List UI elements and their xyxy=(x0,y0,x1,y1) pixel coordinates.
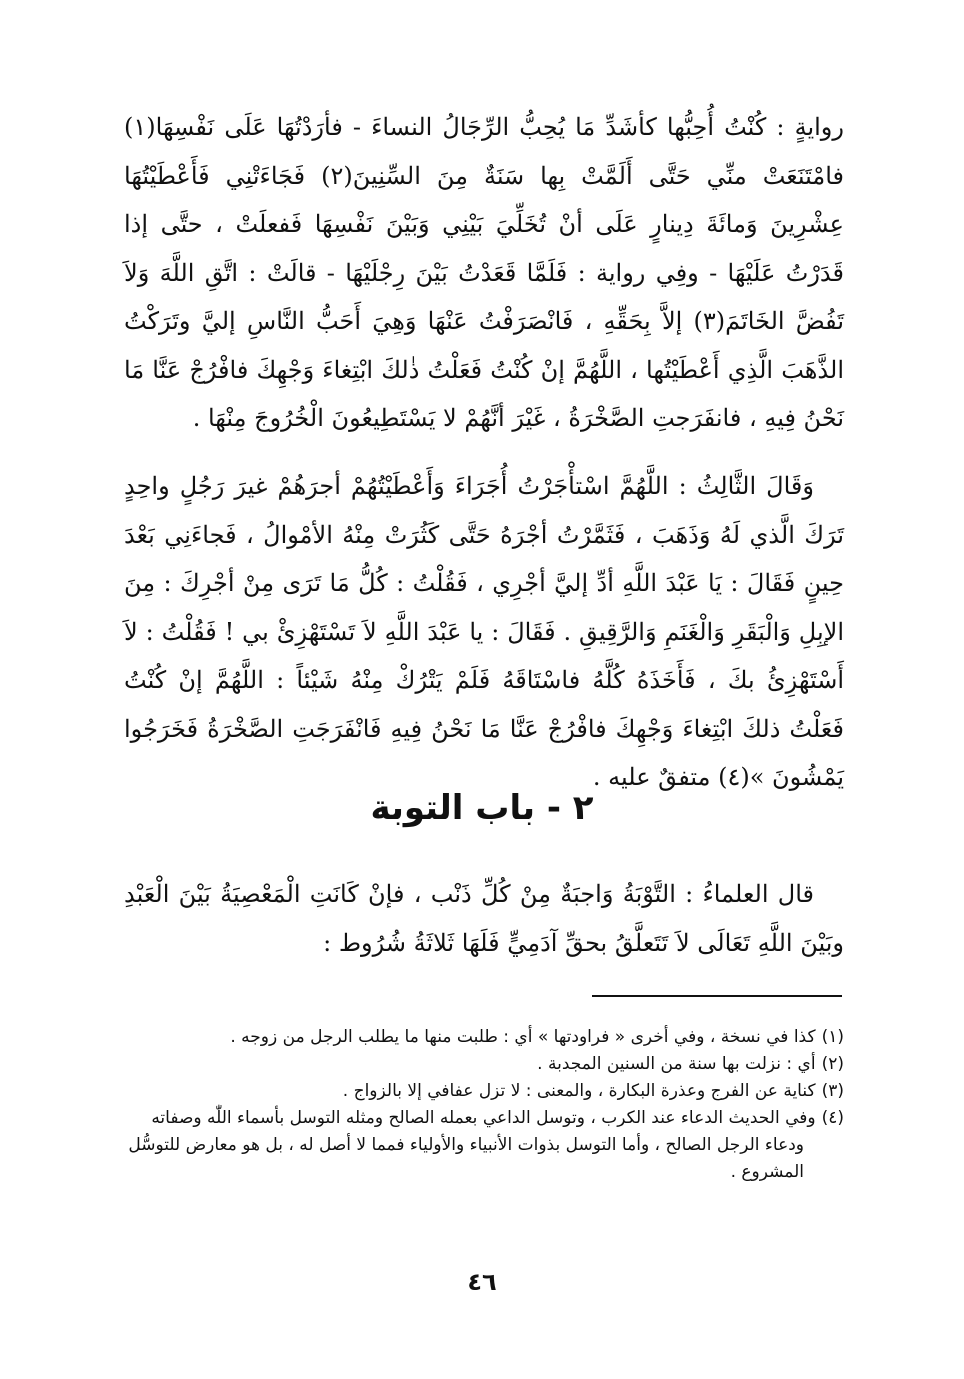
footnote-3 xyxy=(124,1078,844,1105)
footnote-text: وفي الحديث الدعاء عند الكرب ، وتوسل الداعي بعمله الصالح ومثله التوسل بأسماء اللّٰه وصفاته xyxy=(151,1108,816,1128)
chapter-heading: ٢ - باب التوبة xyxy=(370,788,594,828)
footnote-4 xyxy=(124,1105,844,1186)
footnote-1 xyxy=(124,1024,844,1051)
footnote-number: (١) xyxy=(821,1027,844,1047)
paragraph-text: روايةٍ : كُنْتُ أُحِبُّها كأشَدِّ مَا يُحِبُّ الرِّجَالُ النساءَ - فأرَدْتُهَا عَلَى نَفْسِهَا(١) فامْتَنَعَتْ منِّي حَتَّى أَلَمَّتْ بِها سَنَةٌ مِنَ السِّنِينَ(٢) فَجَاءَتْنِي فَأَعْطَيْتُهَا عِشْرِينَ وَمائَةَ دِينارٍ عَلَى أنْ تُخَلِّيَ بَيْنِي وَبَيْنَ نَفْسِهَا فَفعلَتْ ، حتَّى إذا قَدَرْتُ عَلَيْهَا - وفِي رواية : فَلَمَّا قَعَدْتُ بَيْنَ رِجْلَيْهَا - قالَتْ : اتَّقِ اللَّهَ وَلاَ تَفُضَّ الخَاتَمَ(٣) إلاَّ بِحَقِّهِ ، فَانْصَرَفْتُ عَنْهَا وَهِيَ أَحَبُّ النَّاسِ إليَّ وتَرَكْتُ الذَّهَبَ الَّذِي أَعْطَيْتُها ، اللَّهُمَّ إنْ كُنْتُ فَعَلْتُ ذٰلكَ ابْتِغاءَ وَجْهِكَ فافْرُجْ عَنَّا مَا نَحْنُ فِيهِ ، فانفَرَجتِ الصَّخْرَةُ ، غَيْرَ أنَّهُمْ لا يَسْتَطِيعُونَ الْخُرُوجَ مِنْهَا . xyxy=(124,113,844,432)
footnote-number: (٤) xyxy=(821,1108,844,1128)
footnote-text: أي : نزلت بها سنة من السنين المجدبة . xyxy=(537,1054,816,1074)
footnote-number: (٣) xyxy=(821,1081,844,1101)
footnote-text: كناية عن الفرج وعذرة البكارة ، والمعنى : لا تزل عفافي إلا بالزواج . xyxy=(342,1081,816,1101)
third-man-paragraph xyxy=(124,462,844,802)
repentance-intro-paragraph xyxy=(124,870,844,967)
hadith-paragraph-continued xyxy=(124,103,844,443)
footnotes-section xyxy=(124,1024,844,1186)
paragraph-text: وَقَالَ الثَّالِثُ : اللَّهُمَّ اسْتأْجَرْتُ أُجَرَاءَ وَأَعْطَيْتُهُمْ أجرَهُمْ غيرَ رَجُلٍ واحِدٍ تَرَكَ الَّذي لَهُ وَذَهَبَ ، فَثَمَّرْتُ أجْرَهُ حَتَّى كَثُرَتْ مِنْهُ الأمْوالُ ، فَجاءَنِي بَعْدَ حِينٍ فَقَالَ : يَا عَبْدَ اللَّهِ أدِّ إليَّ أجْرِي ، فَقُلْتُ : كُلُّ مَا تَرَى مِنْ أجْرِكَ : مِنَ الإبِلِ وَالْبَقَرِ وَالْغَنَمِ وَالرَّقِيقِ . فَقَالَ : يا عَبْدَ اللَّهِ لاَ تَسْتَهْزِئْ بي ! فَقُلْتُ : لاَ أَسْتَهْزِئُ بكَ ، فَأَخَذَهُ كُلَّهُ فاسْتَاقَهُ فَلَمْ يَتْرُكْ مِنْهُ شَيْئاً : اللَّهُمَّ إنْ كُنْتُ فَعَلْتُ ذلكَ ابْتِغاءَ وَجْهِكَ فافْرُجْ عَنَّا مَا نَحْنُ فِيهِ فَانْفَرَجَتِ الصَّخْرَةُ فَخَرَجُوا يَمْشُونَ »(٤) متفقٌ عليه . xyxy=(124,472,844,791)
paragraph-text: قال العلماءُ : التَّوْبَةُ وَاجبَةٌ مِنْ كُلِّ ذَنْب ، فإنْ كَانَتِ الْمَعْصِيَةُ بَيْنَ الْعَبْدِ وبَيْنَ اللَّهِ تَعَالَى لاَ تَتَعلَّقُ بحقِّ آدَمِيٍّ فَلَهَا ثَلاثَةُ شُرُوط : xyxy=(124,880,844,957)
footnote-number: (٢) xyxy=(821,1054,844,1074)
footnote-continuation: ودعاء الرجل الصالح ، وأما التوسل بذوات الأنبياء والأولياء فمما لا أصل له ، بل هو معارض للتوسُّل المشروع . xyxy=(128,1135,804,1182)
footnote-2 xyxy=(124,1051,844,1078)
footnote-text: كذا في نسخة ، وفي أخرى « فراودتها » أي : طلبت منها ما يطلب الرجل من زوجه . xyxy=(230,1027,816,1047)
page-number: ٤٦ xyxy=(467,1268,497,1296)
footnote-divider xyxy=(592,995,842,997)
